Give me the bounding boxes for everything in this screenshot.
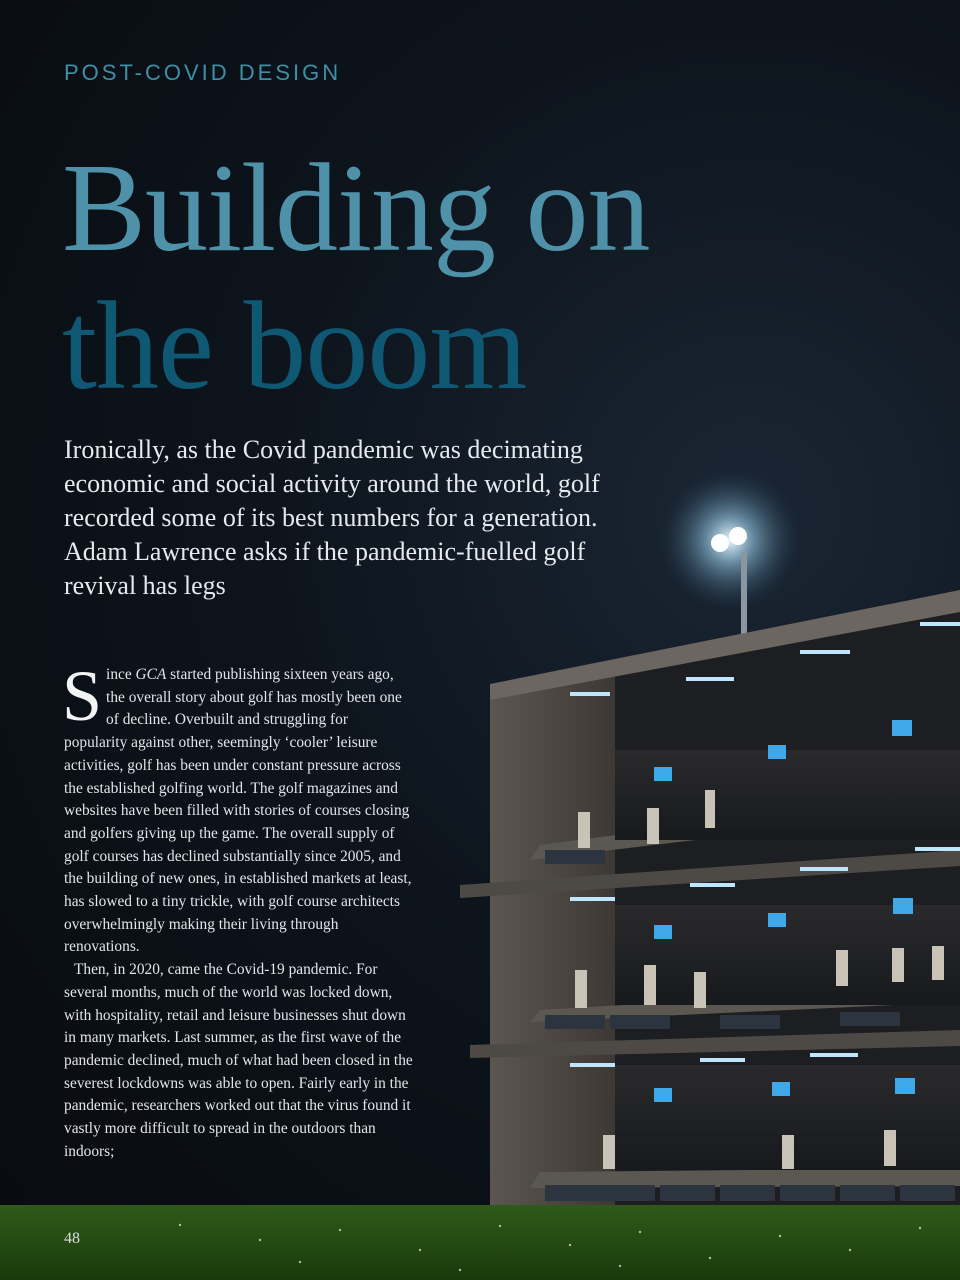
headline-line-2: the boom [62, 277, 527, 416]
grass-field [0, 1205, 960, 1280]
headline [62, 140, 650, 416]
section-label: POST-COVID DESIGN [64, 60, 342, 85]
body-text-run: ince [106, 666, 136, 683]
body-text-run: started publishing sixteen years ago, the overall story about golf has mostly been one of decline. Overbuilt and struggling for popularity against other, seemingly ‘cooler’ leisure activities, golf has been under constant pressure across the established golfing world. The golf magazines and websites have been filled with stories of courses closing and golfers giving up the game. The overall supply of golf courses has declined substantially since 2005, and the building of new ones, in established markets at least, has slowed to a tiny trickle, with golf course architects overwhelmingly making their living through renovations. [64, 666, 412, 956]
body-paragraph-2: Then, in 2020, came the Covid-19 pandemic. For several months, much of the world was locked down, with hospitality, retail and leisure businesses shut down in many markets. Last summer, as the first wave of the pandemic declined, much of what had been closed in the severest lockdowns was able to open. Fairly early in the pandemic, researchers worked out that the virus found it vastly more difficult to spread in the outdoors than indoors; [64, 961, 413, 1160]
headline-line-1: Building on [62, 139, 650, 278]
standfirst: Ironically, as the Covid pandemic was decimating economic and social activity around the world, golf recorded some of its best numbers for a generation. Adam Lawrence asks if the pandemic-fuelled golf revival has legs [64, 435, 600, 600]
building-end-wall [490, 675, 615, 1205]
floodlight-lamp [729, 527, 747, 545]
drop-cap: S [62, 656, 103, 736]
body-paragraph-1 [62, 656, 414, 959]
page-number: 48 [64, 1230, 80, 1247]
floodlight-pole [741, 552, 747, 636]
bay-interior [615, 905, 960, 1005]
body-text [62, 656, 414, 1163]
publication-name: GCA [135, 666, 167, 683]
bay-interior [615, 750, 960, 840]
floodlight-lamp [711, 534, 729, 552]
